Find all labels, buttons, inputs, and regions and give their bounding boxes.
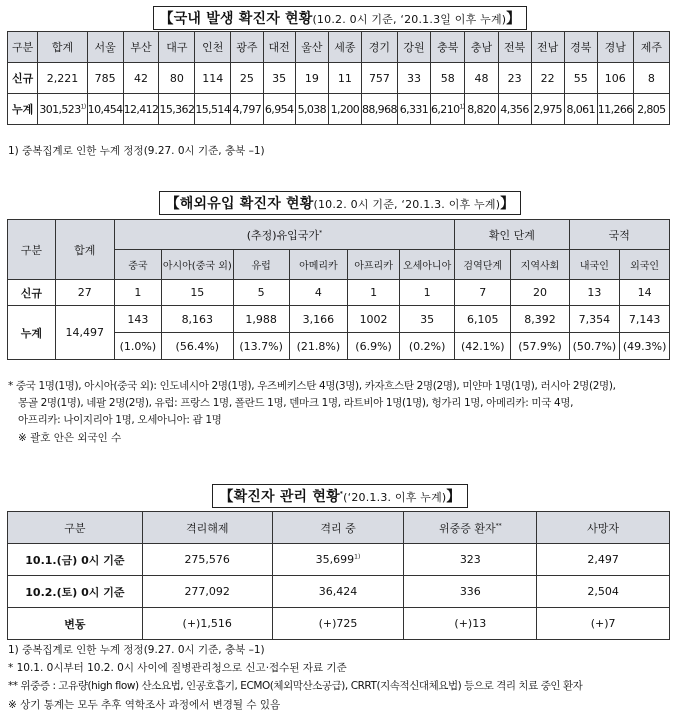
cell-value: 1,200	[330, 102, 360, 116]
row-label: 변동	[8, 608, 143, 640]
table-cell	[263, 63, 295, 94]
cell-value: 114	[202, 71, 224, 85]
row-label: 10.1.(금) 0시 기준	[8, 544, 143, 576]
column-header: 대구	[159, 32, 195, 63]
header-label: 사망자	[587, 521, 620, 535]
column-header: 울산	[295, 32, 328, 63]
cell-value: 757	[368, 71, 390, 85]
table-cell	[404, 608, 537, 640]
overseas-subtitle: (10.2. 0시 기준, ‘20.1.3. 이후 누계)	[313, 198, 501, 211]
column-header: 합계	[38, 32, 87, 63]
note-line: 몽골 2명(1명), 네팔 2명(2명), 유럽: 프랑스 1명, 폴란드 1명, 덴마크 1명, 라트비아 1명(1명), 헝가리 1명, 아메리카: 미국 4명,	[18, 397, 574, 409]
column-subheader: 유럽	[233, 250, 289, 280]
cell-value: 301,523	[39, 102, 81, 116]
table-cell: 1	[114, 280, 161, 306]
table-cell	[295, 63, 328, 94]
cell-value: 277,092	[184, 585, 230, 598]
management-title: 【확진자 관리 현황	[219, 489, 340, 505]
table-header-row	[8, 512, 670, 544]
header-label: 격리해제	[185, 521, 229, 535]
table-cell: 7	[455, 280, 511, 306]
cell-value: 2,504	[587, 585, 619, 598]
percent-cell: (21.8%)	[289, 333, 347, 360]
cell-value: 4,797	[232, 102, 262, 116]
column-subheader: 오세아니아	[400, 250, 455, 280]
cell-value: 58	[440, 71, 455, 85]
table-row	[8, 544, 670, 576]
table-row-new	[8, 63, 670, 94]
cell-value: 11,266	[597, 102, 633, 116]
column-header	[404, 512, 537, 544]
table-cell: 1	[400, 280, 455, 306]
row-label: 누계	[8, 94, 38, 125]
percent-cell: (50.7%)	[569, 333, 620, 360]
table-cell	[328, 94, 361, 125]
table-cell	[431, 63, 465, 94]
header-origin-country: (추정)유입국가*	[114, 220, 454, 250]
table-cell	[38, 94, 87, 125]
cell-value: (+)1,516	[182, 617, 232, 630]
footnote-mark: 1)	[80, 102, 86, 110]
cell-value: 6,954	[264, 102, 294, 116]
table-cell: 8,392	[511, 306, 569, 333]
table-cell	[633, 63, 669, 94]
row-label: 10.2.(토) 0시 기준	[8, 576, 143, 608]
table-cell	[159, 94, 195, 125]
table-cell	[142, 544, 272, 576]
cell-value: 19	[304, 71, 319, 85]
cell-value: 15,514	[195, 102, 231, 116]
cell-value: 2,221	[46, 71, 79, 85]
table-header-row	[8, 32, 670, 63]
cell-value: 323	[459, 553, 481, 566]
footnote-mark: 1)	[459, 102, 465, 110]
column-subheader: 지역사회	[511, 250, 569, 280]
table-row	[8, 608, 670, 640]
table-row-cumulative	[8, 306, 670, 333]
column-subheader: 아메리카	[289, 250, 347, 280]
domestic-title: 【국내 발생 확진자 현황	[159, 11, 313, 27]
cell-value: 785	[94, 71, 116, 85]
table-cell: 1002	[348, 306, 400, 333]
table-row	[8, 576, 670, 608]
column-header: 구분	[8, 32, 38, 63]
column-header: 부산	[123, 32, 159, 63]
percent-cell: (1.0%)	[114, 333, 161, 360]
percent-cell: (13.7%)	[233, 333, 289, 360]
column-header: 경남	[597, 32, 633, 63]
table-cell	[633, 94, 669, 125]
row-label: 신규	[8, 280, 56, 306]
row-label: 신규	[8, 63, 38, 94]
cell-value: 2,805	[637, 102, 666, 116]
table-cell	[431, 94, 465, 125]
table-cell	[498, 63, 531, 94]
table-cell: 20	[511, 280, 569, 306]
column-header	[272, 512, 404, 544]
domestic-footnote: 1) 중복집계로 인한 누계 정정(9.27. 0시 기준, 충북 –1)	[8, 145, 265, 157]
cell-value: 36,424	[318, 585, 358, 598]
column-header: 제주	[633, 32, 669, 63]
table-cell	[195, 94, 231, 125]
table-cell: 13	[569, 280, 620, 306]
management-subtitle: (‘20.1.3. 이후 누계)	[343, 491, 447, 504]
management-section-title: 【확진자 관리 현황*(‘20.1.3. 이후 누계)】	[0, 484, 680, 508]
table-cell	[404, 576, 537, 608]
note-line: 1) 중복집계로 인한 누계 정정(9.27. 0시 기준, 충북 –1)	[8, 644, 265, 656]
column-header: 서울	[87, 32, 123, 63]
table-cell: 8,163	[162, 306, 233, 333]
row-label: 누계	[8, 306, 56, 360]
table-cell	[38, 63, 87, 94]
table-cell: 15	[162, 280, 233, 306]
column-header	[537, 512, 670, 544]
header-label: 격리 중	[320, 521, 356, 535]
column-subheader: 내국인	[569, 250, 620, 280]
cell-value: 35,699	[315, 553, 355, 566]
table-cell: 4	[289, 280, 347, 306]
table-cell	[531, 94, 564, 125]
note-line: ** 위중증 : 고유량(high flow) 산소요법, 인공호흡기, ECMO(체외막산소공급), CRRT(지속적신대체요법) 등으로 격리 치료 중인 환자	[8, 680, 583, 692]
table-cell	[272, 608, 404, 640]
cumulative-total: 14,497	[55, 306, 114, 360]
cell-value: 8,820	[467, 102, 496, 116]
cell-value: 15,362	[159, 102, 195, 116]
cell-value: 80	[169, 71, 184, 85]
table-cell	[142, 576, 272, 608]
table-cell: 3,166	[289, 306, 347, 333]
cell-value: 4,356	[500, 102, 529, 116]
table-cell	[498, 94, 531, 125]
table-cell: 5	[233, 280, 289, 306]
cell-value: 33	[406, 71, 421, 85]
note-line: * 중국 1명(1명), 아시아(중국 외): 인도네시아 2명(1명), 우즈베키스탄 4명(3명), 카자흐스탄 2명(2명), 미얀마 1명(1명), 러시아 2명(2명),	[8, 380, 616, 392]
cell-value: 25	[239, 71, 254, 85]
table-cell	[142, 608, 272, 640]
cell-value: 23	[507, 71, 522, 85]
domestic-subtitle: (10.2. 0시 기준, ‘20.1.3일 이후 누계)	[312, 13, 507, 26]
table-cell: 7,143	[620, 306, 670, 333]
percent-cell: (56.4%)	[162, 333, 233, 360]
column-header: 인천	[195, 32, 231, 63]
table-cell: 14	[620, 280, 670, 306]
cell-value: 8	[647, 71, 655, 85]
cell-value: 12,412	[123, 102, 159, 116]
column-subheader: 검역단계	[455, 250, 511, 280]
cell-value: 8,061	[566, 102, 595, 116]
table-cell	[272, 576, 404, 608]
table-cell	[123, 63, 159, 94]
note-line: 아프리카: 나이지리아 1명, 오세아니아: 괌 1명	[18, 414, 222, 426]
percent-cell: (6.9%)	[348, 333, 400, 360]
cell-value: 88,968	[361, 102, 397, 116]
header-gubun: 구분	[8, 220, 56, 280]
column-subheader: 아프리카	[348, 250, 400, 280]
table-cell	[597, 63, 633, 94]
cell-value: 42	[134, 71, 148, 85]
table-cell	[328, 63, 361, 94]
column-header: 충북	[431, 32, 465, 63]
cell-value: 48	[474, 71, 489, 85]
cell-value: 6,331	[399, 102, 429, 116]
column-header: 경기	[361, 32, 397, 63]
overseas-section-title: 【해외유입 확진자 현황(10.2. 0시 기준, ‘20.1.3. 이후 누계)】	[0, 191, 680, 215]
column-subheader: 중국	[114, 250, 161, 280]
column-subheader: 아시아(중국 외)	[162, 250, 233, 280]
overseas-cases-table	[7, 219, 670, 360]
table-row-cumulative	[8, 94, 670, 125]
cell-value: 2,497	[587, 553, 619, 566]
percent-cell: (49.3%)	[620, 333, 670, 360]
case-management-table	[7, 511, 670, 640]
table-row-new	[8, 280, 670, 306]
percent-cell: (0.2%)	[400, 333, 455, 360]
column-header: 세종	[328, 32, 361, 63]
table-cell	[564, 63, 597, 94]
cell-value: 5,038	[297, 102, 327, 116]
cell-value: 336	[459, 585, 481, 598]
cell-value: (+)725	[318, 617, 358, 630]
cell-value: 35	[272, 71, 287, 85]
column-header: 충남	[465, 32, 498, 63]
column-header: 강원	[397, 32, 430, 63]
table-cell: 1	[348, 280, 400, 306]
table-cell	[272, 544, 404, 576]
cell-value: (+)7	[590, 617, 616, 630]
percent-cell: (42.1%)	[455, 333, 511, 360]
table-cell	[564, 94, 597, 125]
header-label: 위중증 환자	[438, 521, 496, 535]
table-cell: 143	[114, 306, 161, 333]
table-cell	[597, 94, 633, 125]
table-cell	[295, 94, 328, 125]
table-cell	[465, 63, 498, 94]
cell-value: 22	[540, 71, 555, 85]
table-cell	[361, 94, 397, 125]
table-cell	[404, 544, 537, 576]
table-cell	[531, 63, 564, 94]
column-header: 전북	[498, 32, 531, 63]
column-header: 경북	[564, 32, 597, 63]
column-header: 전남	[531, 32, 564, 63]
column-header: 대전	[263, 32, 295, 63]
table-cell	[361, 63, 397, 94]
new-total: 27	[55, 280, 114, 306]
header-confirm-stage: 확인 단계	[455, 220, 569, 250]
domestic-section-title: 【국내 발생 확진자 현황(10.2. 0시 기준, ‘20.1.3일 이후 누계)】	[0, 6, 680, 30]
domestic-cases-table	[7, 31, 670, 125]
table-cell	[537, 576, 670, 608]
header-nationality: 국적	[569, 220, 669, 250]
cell-value: 10,454	[87, 102, 123, 116]
footnote-mark: 1)	[354, 553, 361, 561]
table-cell	[465, 94, 498, 125]
note-line: ※ 괄호 안은 외국인 수	[18, 432, 122, 444]
note-line: ※ 상기 통계는 모두 추후 역학조사 과정에서 변경될 수 있음	[8, 699, 281, 711]
cell-value: 6,210	[431, 102, 460, 116]
column-subheader: 외국인	[620, 250, 670, 280]
table-cell	[397, 63, 430, 94]
table-cell	[87, 94, 123, 125]
table-header-row	[8, 220, 670, 250]
cell-value: 11	[337, 71, 352, 85]
table-cell	[537, 544, 670, 576]
percent-cell: (57.9%)	[511, 333, 569, 360]
table-cell	[397, 94, 430, 125]
footnote-mark: **	[495, 521, 502, 529]
header-label: 구분	[64, 521, 86, 535]
note-line: * 10.1. 0시부터 10.2. 0시 사이에 질병관리청으로 신고·접수된 자료 기준	[8, 662, 347, 674]
header-total: 합계	[55, 220, 114, 280]
column-header	[142, 512, 272, 544]
column-header	[8, 512, 143, 544]
column-header: 광주	[231, 32, 263, 63]
table-cell	[195, 63, 231, 94]
cell-value: 55	[573, 71, 588, 85]
table-cell	[231, 63, 263, 94]
table-cell: 35	[400, 306, 455, 333]
cell-value: (+)13	[454, 617, 487, 630]
table-cell	[231, 94, 263, 125]
table-cell	[123, 94, 159, 125]
table-cell: 6,105	[455, 306, 511, 333]
overseas-title: 【해외유입 확진자 현황	[165, 196, 314, 212]
table-cell	[263, 94, 295, 125]
table-cell	[159, 63, 195, 94]
table-cell	[87, 63, 123, 94]
cell-value: 106	[604, 71, 626, 85]
cell-value: 2,975	[533, 102, 562, 116]
table-cell	[537, 608, 670, 640]
table-cell: 7,354	[569, 306, 620, 333]
table-cell: 1,988	[233, 306, 289, 333]
cell-value: 275,576	[184, 553, 230, 566]
